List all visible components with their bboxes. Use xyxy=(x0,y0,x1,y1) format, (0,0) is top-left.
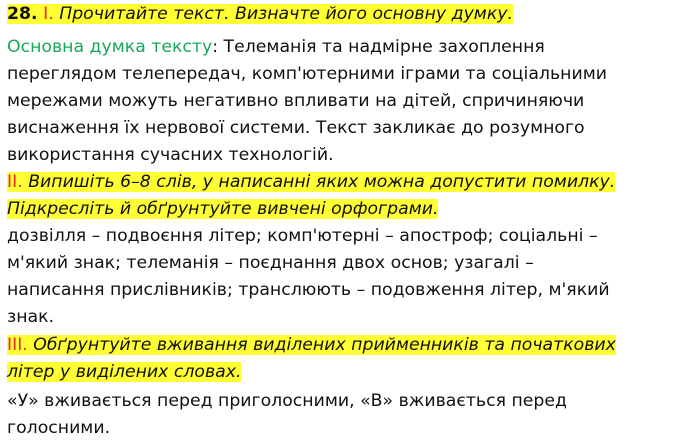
main-idea-line-2: переглядом телепередач, комп'ютерними іграми та соціальними xyxy=(7,64,607,84)
task1-roman: I. xyxy=(43,4,54,24)
task2-highlight-1 xyxy=(7,172,615,192)
task3-highlight-1 xyxy=(7,335,616,355)
task1-line xyxy=(7,2,513,26)
main-idea-text-1: Телеманія та надмірне захоплення xyxy=(218,37,545,57)
answer3-line-2: голосними. xyxy=(7,418,111,438)
task3-line-2 xyxy=(7,360,241,384)
task2-line-1 xyxy=(7,170,615,194)
task2-instruction-2: Підкресліть й обґрунтуйте вивчені орфограми. xyxy=(7,199,439,219)
task3-roman: III. xyxy=(7,335,28,355)
answer2-line-2: м'який знак; телеманія – поєднання двох основ; узагалі – xyxy=(7,253,534,273)
task1-instruction: Прочитайте текст. Визначте його основну думку. xyxy=(59,4,514,24)
main-idea-label: Основна думка тексту xyxy=(7,37,213,57)
exercise-number: 28. xyxy=(7,4,38,24)
answer2-line-1: дозвілля – подвоєння літер; комп'ютерні – апостроф; соціальні – xyxy=(7,226,598,246)
answer2-line-4: знак. xyxy=(7,307,55,327)
main-idea-line-3: мережами можуть негативно впливати на дітей, спричиняючи xyxy=(7,91,585,111)
task3-line-1 xyxy=(7,333,616,357)
main-idea-line-1 xyxy=(7,35,545,59)
main-idea-line-4: виснаження їх нервової системи. Текст закликає до розумного xyxy=(7,118,585,138)
answer3-line-1: «У» вживається перед приголосними, «В» вживається перед xyxy=(7,391,567,411)
answer2-line-3: написання прислівників; транслюють – подовження літер, м'який xyxy=(7,280,610,300)
task3-instruction-1: Обґрунтуйте вживання виділених прийменників та початкових xyxy=(33,335,616,355)
main-idea-colon: : xyxy=(212,37,219,57)
task2-instruction-1: Випишіть 6–8 слів, у написанні яких можна допустити помилку. xyxy=(28,172,616,192)
task1-highlight xyxy=(7,4,513,24)
task2-line-2 xyxy=(7,197,438,221)
task3-instruction-2: літер у виділених словах. xyxy=(7,362,242,382)
task2-roman: II. xyxy=(7,172,23,192)
main-idea-line-5: використання сучасних технологій. xyxy=(7,145,334,165)
